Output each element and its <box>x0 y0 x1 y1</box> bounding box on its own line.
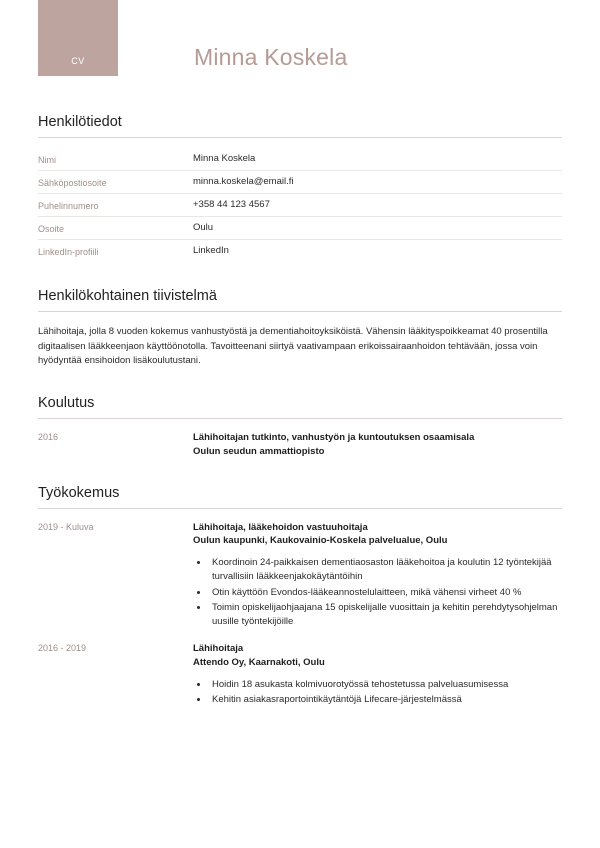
section-work-experience <box>38 485 562 709</box>
section-title-summary: Henkilökohtainen tiivistelmä <box>38 288 562 312</box>
list-item <box>38 431 562 459</box>
entry-body <box>193 521 562 631</box>
bullet-item: • Koordinoin 24-paikkaisen dementiaosaston lääkehoitoa ja koulutin 12 työntekijää turvallisiin lääkkeenjakokäytäntöihin <box>209 556 562 585</box>
info-value: Minna Koskela <box>193 153 256 164</box>
resume-header <box>0 0 600 92</box>
info-label: LinkedIn-profiili <box>38 247 99 257</box>
entry-date: 2016 <box>38 432 59 443</box>
info-value: Oulu <box>193 222 214 233</box>
list-item <box>38 642 562 708</box>
info-label: Puhelinnumero <box>38 201 99 211</box>
info-label: Nimi <box>38 155 56 165</box>
entry-date: 2019 - Kuluva <box>38 521 94 532</box>
info-label: Sähköpostiosoite <box>38 178 107 188</box>
entry-body <box>193 642 562 708</box>
resume-content <box>0 114 600 709</box>
bullet-item: • Hoidin 18 asukasta kolmivuorotyössä tehostetussa palveluasumisessa <box>209 678 562 692</box>
section-summary <box>38 288 562 369</box>
info-label: Osoite <box>38 224 65 234</box>
section-title-education: Koulutus <box>38 395 562 419</box>
personal-info-table <box>38 148 562 262</box>
entry-title: Lähihoitaja <box>193 643 244 655</box>
entry-subtitle: Attendo Oy, Kaarnakoti, Oulu <box>193 657 325 669</box>
section-title-personal-info: Henkilötiedot <box>38 114 562 138</box>
cv-badge <box>38 0 118 76</box>
bullet-item: • Kehitin asiakasraportointikäytäntöjä Lifecare-järjestelmässä <box>209 693 562 707</box>
entry-bullets <box>193 678 562 708</box>
linkedin-link[interactable]: LinkedIn <box>193 245 229 256</box>
entry-bullets <box>193 556 562 629</box>
entry-subtitle: Oulun kaupunki, Kaukovainio-Koskela palvelualue, Oulu <box>193 535 448 547</box>
section-education <box>38 395 562 459</box>
info-value: minna.koskela@email.fi <box>193 176 294 187</box>
section-personal-info <box>38 114 562 262</box>
cv-badge-label: CV <box>71 56 85 66</box>
list-item <box>38 521 562 631</box>
info-value: +358 44 123 4567 <box>193 199 270 210</box>
entry-date: 2016 - 2019 <box>38 643 87 654</box>
table-row <box>38 148 562 171</box>
summary-text: Lähihoitaja, jolla 8 vuoden kokemus vanhustyöstä ja dementiahoitoyksiköistä. Vähensin lääkityspoikkeamat 40 prosentilla digitaalisen lääkkeenjaon käyttöönotolla. Tavoitteenani siirtyä vaativampaan erikoissairaanhoidon tehtävään, jossa voin hyödyntää ensihoidon lisäkoulutustani. <box>38 326 548 367</box>
entry-title: Lähihoitajan tutkinto, vanhustyön ja kuntoutuksen osaamisala <box>193 432 475 444</box>
bullet-item: • Otin käyttöön Evondos-lääkeannostelulaitteen, mikä vähensi virheet 40 % <box>209 586 562 600</box>
entry-subtitle: Oulun seudun ammattiopisto <box>193 445 325 457</box>
table-row <box>38 194 562 217</box>
section-title-work-experience: Työkokemus <box>38 485 562 509</box>
entry-body <box>193 431 562 459</box>
page-title: Minna Koskela <box>194 44 348 70</box>
entry-title: Lähihoitaja, lääkehoidon vastuuhoitaja <box>193 521 368 533</box>
table-row <box>38 217 562 240</box>
bullet-item: • Toimin opiskelijaohjaajana 15 opiskelijalle vuosittain ja kehitin perehdytysohjelman uusille työntekijöille <box>209 601 562 630</box>
table-row <box>38 171 562 194</box>
table-row <box>38 240 562 262</box>
